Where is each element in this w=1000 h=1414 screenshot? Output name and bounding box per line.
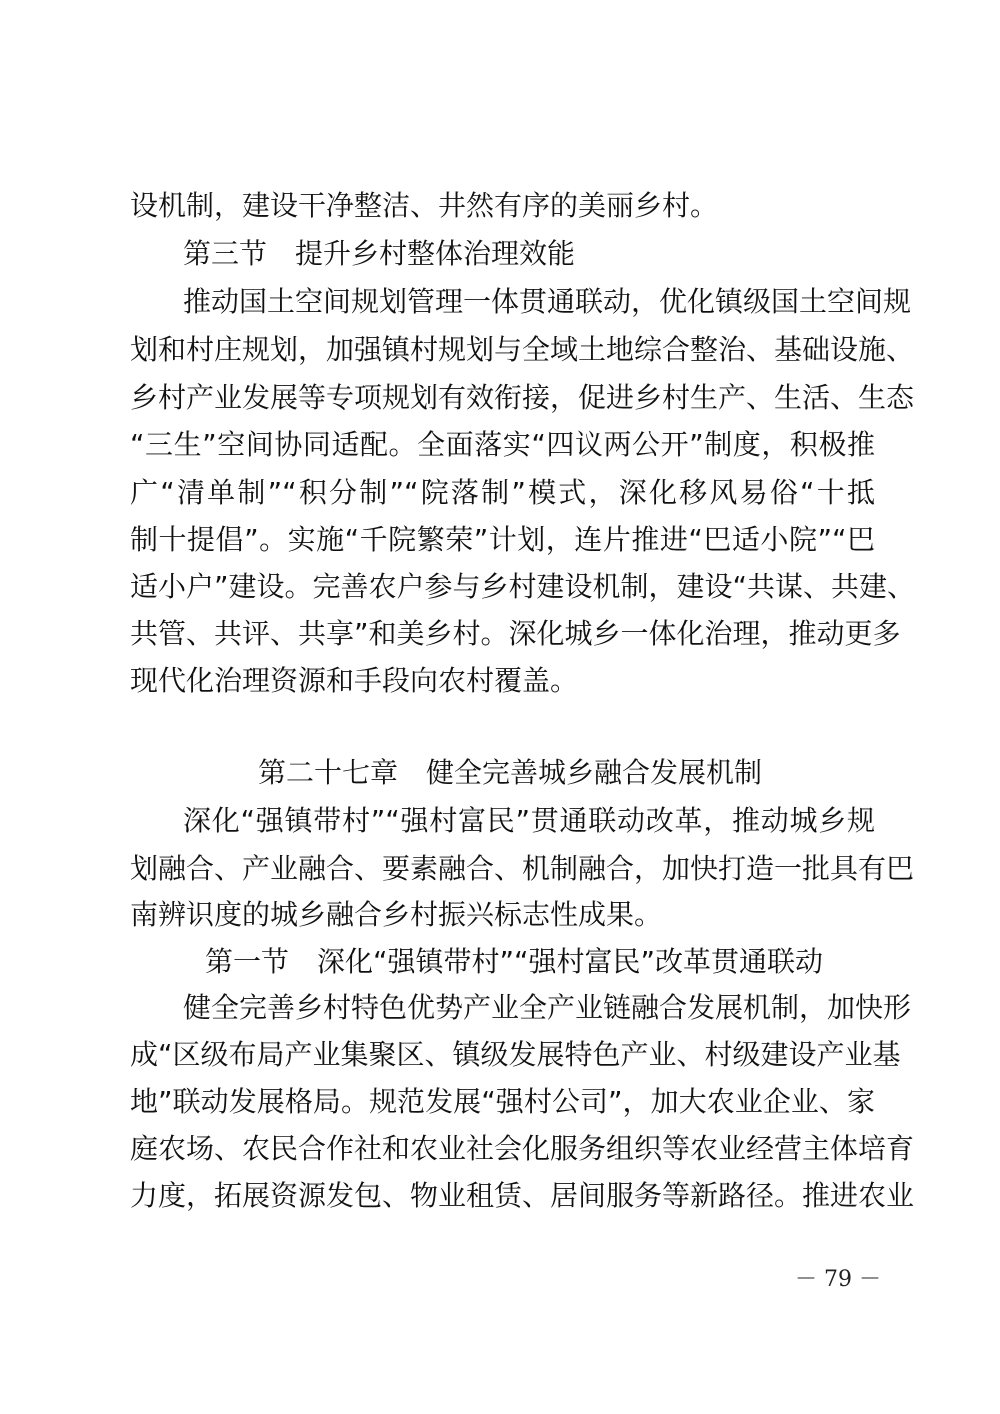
paragraph-line: 现代化治理资源和手段向农村覆盖。 <box>130 664 579 697</box>
paragraph-line: “三生”空间协同适配。全面落实“四议两公开”制度，积极推 <box>130 428 875 461</box>
paragraph-line: 深化“强镇带村”“强村富民”贯通联动改革，推动城乡规 <box>183 804 875 837</box>
paragraph-line: 地”联动发展格局。规范发展“强村公司”，加大农业企业、家 <box>130 1085 875 1118</box>
section-heading: 第三节 提升乡村整体治理效能 <box>183 237 576 270</box>
chapter-heading: 第二十七章 健全完善城乡融合发展机制 <box>258 756 763 789</box>
paragraph-line: 南辨识度的城乡融合乡村振兴标志性成果。 <box>130 898 663 931</box>
page-number: － 79 － <box>795 1267 881 1292</box>
section-heading: 第一节 深化“强镇带村”“强村富民”改革贯通联动 <box>205 945 824 978</box>
paragraph-line: 设机制，建设干净整洁、井然有序的美丽乡村。 <box>130 189 719 222</box>
paragraph-line: 庭农场、农民合作社和农业社会化服务组织等农业经营主体培育 <box>130 1132 915 1165</box>
paragraph-line: 力度，拓展资源发包、物业租赁、居间服务等新路径。推进农业 <box>130 1179 915 1212</box>
paragraph-line: 共管、共评、共享”和美乡村。深化城乡一体化治理，推动更多 <box>130 617 901 650</box>
paragraph-line: 制十提倡”。实施“千院繁荣”计划，连片推进“巴适小院”“巴 <box>130 523 875 556</box>
paragraph-line: 适小户”建设。完善农户参与乡村建设机制，建设“共谋、共建、 <box>130 570 916 603</box>
paragraph-line: 广“清单制”“积分制”“院落制”模式，深化移风易俗“十抵 <box>130 476 875 509</box>
paragraph-line: 划融合、产业融合、要素融合、机制融合，加快打造一批具有巴 <box>130 852 915 885</box>
paragraph-line: 划和村庄规划，加强镇村规划与全域土地综合整治、基础设施、 <box>130 333 915 366</box>
paragraph-line: 乡村产业发展等专项规划有效衔接，促进乡村生产、生活、生态 <box>130 381 915 414</box>
paragraph-line: 推动国土空间规划管理一体贯通联动，优化镇级国土空间规 <box>183 285 912 318</box>
paragraph-line: 成“区级布局产业集聚区、镇级发展特色产业、村级建设产业基 <box>130 1038 901 1071</box>
paragraph-line: 健全完善乡村特色优势产业全产业链融合发展机制，加快形 <box>183 991 912 1024</box>
